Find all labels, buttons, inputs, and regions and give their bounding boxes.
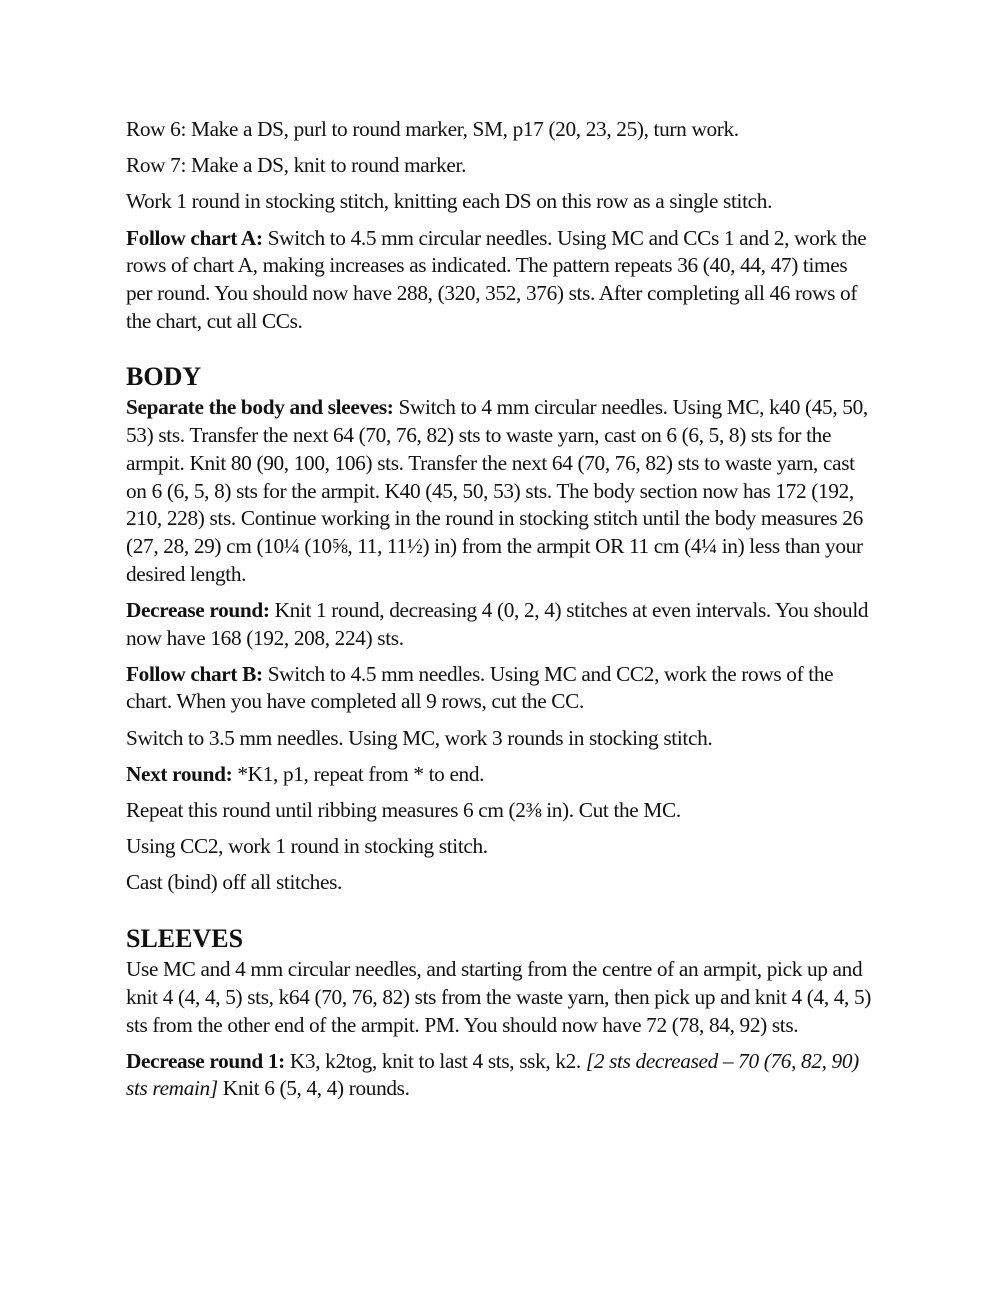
decrease-round-1-text: K3, k2tog, knit to last 4 sts, ssk, k2. xyxy=(284,1048,586,1073)
cc2-round-instruction: Using CC2, work 1 round in stocking stitch. xyxy=(126,834,488,859)
separate-lead: Separate the body and sleeves: xyxy=(126,395,394,420)
switch-needles-instruction: Switch to 3.5 mm needles. Using MC, work 3 rounds in stocking stitch. xyxy=(126,725,713,750)
next-round-lead: Next round: xyxy=(126,761,233,786)
row-6-instruction: Row 6: Make a DS, purl to round marker, SM, p17 (20, 23, 25), turn work. xyxy=(126,117,739,141)
chart-a-lead: Follow chart A: xyxy=(126,225,263,250)
separate-instruction xyxy=(126,394,878,588)
decrease-round-instruction xyxy=(126,597,878,652)
pickup-instruction: Use MC and 4 mm circular needles, and starting from the centre of an armpit, pick up and knit 4 (4, 4, 5) sts, k64 (70, 76, 82) sts from the waste yarn, then pick up and knit 4 (4, 4, 5) sts from the other end of the armpit. PM. You should now have 72 (78, 84, 92) sts. xyxy=(126,957,872,1037)
chart-b-lead: Follow chart B: xyxy=(126,661,263,686)
sleeves-heading: SLEEVES xyxy=(126,924,244,954)
decrease-round-lead: Decrease round: xyxy=(126,597,270,622)
chart-a-text: Switch to 4.5 mm circular needles. Using MC and CCs 1 and 2, work the rows of chart A, making increases as indicated. The pattern repeats 36 (40, 44, 47) times per round. You should now have 288, (320, 352, 376) sts. After completing all 46 rows of the chart, cut all CCs. xyxy=(126,225,867,333)
row-7-instruction: Row 7: Make a DS, knit to round marker. xyxy=(126,153,467,178)
pattern-page xyxy=(126,116,878,1112)
next-round-text: *K1, p1, repeat from * to end. xyxy=(232,761,485,786)
chart-a-instruction xyxy=(126,225,878,336)
body-heading: BODY xyxy=(126,362,202,392)
decrease-round-1-lead: Decrease round 1: xyxy=(126,1048,285,1073)
cast-off-instruction: Cast (bind) off all stitches. xyxy=(126,870,342,895)
next-round-instruction xyxy=(126,761,878,789)
decrease-round-1-note: [2 sts decreased – 70 (76, 82, 90) sts remain] xyxy=(126,1048,859,1101)
decrease-round-text: Knit 1 round, decreasing 4 (0, 2, 4) stitches at even intervals. You should now have 168 (192, 208, 224) sts. xyxy=(126,597,869,650)
decrease-round-1-after: Knit 6 (5, 4, 4) rounds. xyxy=(217,1076,410,1101)
chart-b-text: Switch to 4.5 mm needles. Using MC and CC2, work the rows of the chart. When you have completed all 9 rows, cut the CC. xyxy=(126,661,834,714)
decrease-round-1-instruction xyxy=(126,1048,878,1103)
repeat-round-instruction: Repeat this round until ribbing measures 6 cm (2⅜ in). Cut the MC. xyxy=(126,798,681,823)
separate-text: Switch to 4 mm circular needles. Using MC, k40 (45, 50, 53) sts. Transfer the next 64 (70, 76, 82) sts to waste yarn, cast on 6 (6, 5, 8) sts for the armpit. Knit 80 (90, 100, 106) sts. Transfer the next 64 (70, 76, 82) sts to waste yarn, cast on 6 (6, 5, 8) sts for the armpit. K40 (45, 50, 53) sts. The body section now has 172 (192, 210, 228) sts. Continue working in the round in stocking stitch until the body measures 26 (27, 28, 29) cm (10¼ (10⅝, 11, 11½) in) from the armpit OR 11 cm (4¼ in) less than your desired length. xyxy=(126,395,868,586)
chart-b-instruction xyxy=(126,661,878,716)
work-round-instruction: Work 1 round in stocking stitch, knitting each DS on this row as a single stitch. xyxy=(126,189,773,214)
